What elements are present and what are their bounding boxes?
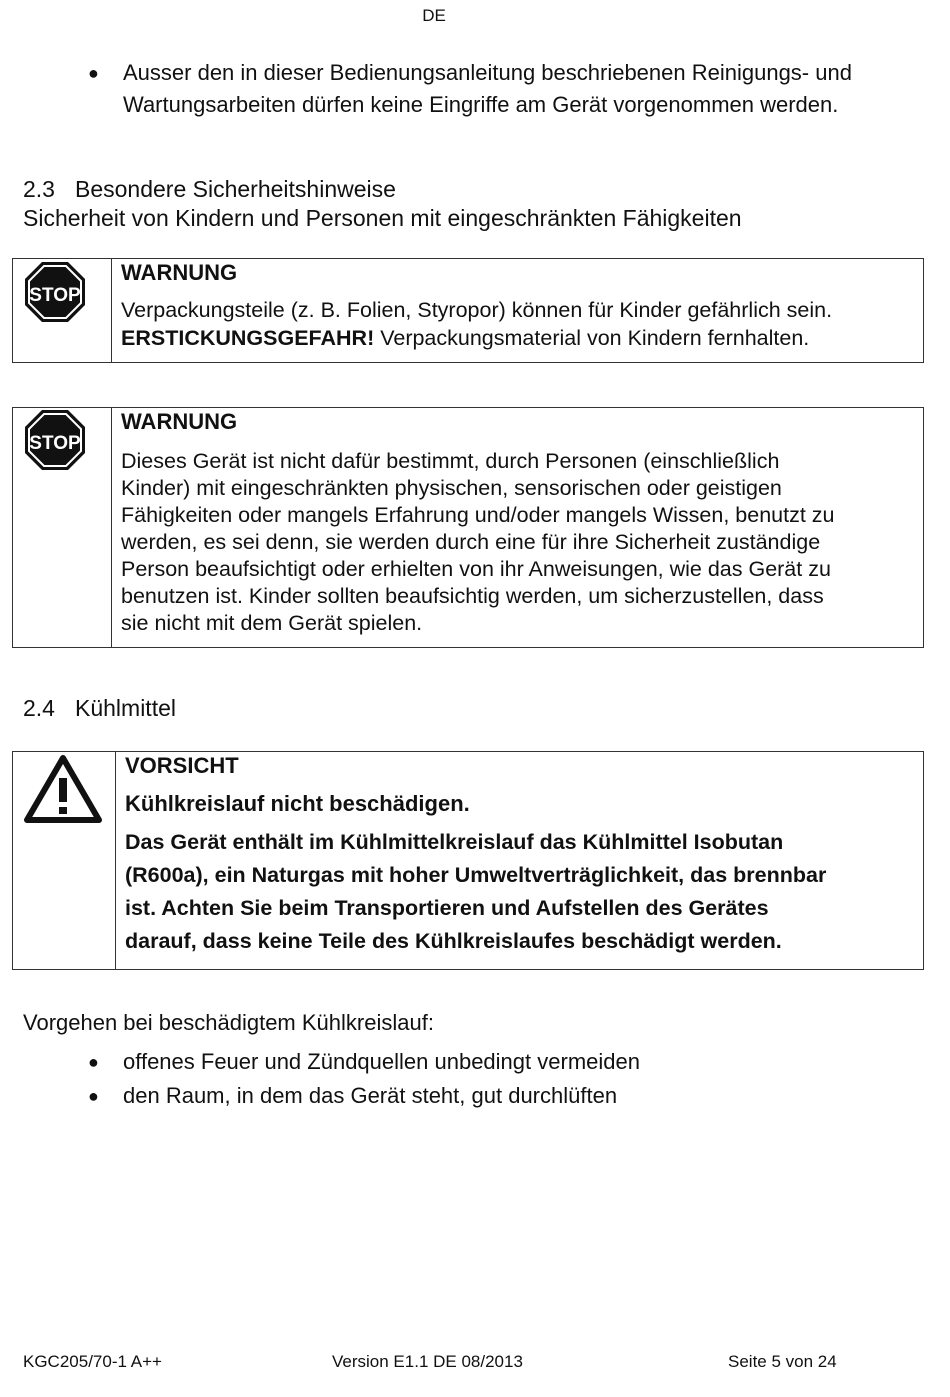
stop-sign-icon — [23, 408, 87, 472]
caution-subtitle: Kühlkreislauf nicht beschädigen. — [125, 791, 470, 816]
caution-line: ist. Achten Sie beim Transportieren und Aufstellen des Gerätes — [125, 896, 769, 920]
warning-box-2 — [12, 407, 924, 648]
caution-line: darauf, dass keine Teile des Kühlkreislaufes beschädigt werden. — [125, 929, 782, 953]
section-2-3-number: 2.3 — [23, 176, 55, 202]
warning-1-line2 — [121, 325, 809, 352]
warning-1-rest: Verpackungsmaterial von Kindern fernhalten. — [374, 326, 810, 350]
svg-text:STOP: STOP — [29, 285, 81, 306]
section-2-4-number: 2.4 — [23, 695, 55, 721]
warning-2-line: Fähigkeiten oder mangels Erfahrung und/oder mangels Wissen, benutzt zu — [121, 503, 835, 527]
warning-2-text — [121, 448, 835, 637]
section-2-3-subtitle: Sicherheit von Kindern und Personen mit eingeschränkten Fähigkeiten — [23, 205, 742, 231]
caution-text — [125, 826, 826, 958]
warning-2-line: Person beaufsichtigt oder erhielten von ihr Anweisungen, wie das Gerät zu — [121, 557, 831, 581]
section-2-4-heading — [23, 693, 176, 723]
warning-1-icon-cell — [13, 259, 112, 362]
warning-1-title: WARNUNG — [121, 260, 238, 285]
caution-title: VORSICHT — [125, 753, 239, 778]
caution-line: Das Gerät enthält im Kühlmittelkreislauf das Kühlmittel Isobutan — [125, 830, 784, 854]
footer-model: KGC205/70-1 A++ — [23, 1352, 162, 1371]
caution-line: (R600a), ein Naturgas mit hoher Umweltverträglichkeit, das brennbar — [125, 863, 827, 887]
procedure-bullet-text: offenes Feuer und Zündquellen unbedingt vermeiden — [123, 1049, 640, 1074]
intro-bullet-line1: Ausser den in dieser Bedienungsanleitung beschriebenen Reinigungs- und — [123, 60, 852, 85]
footer-version: Version E1.1 DE 08/2013 — [332, 1352, 523, 1371]
warning-2-icon-cell — [13, 408, 112, 647]
warning-2-line: sie nicht mit dem Gerät spielen. — [121, 611, 423, 635]
bullet-icon: ● — [88, 1052, 99, 1072]
warning-box-1 — [12, 258, 924, 363]
section-2-4-title: Kühlmittel — [75, 695, 176, 721]
intro-bullet-line2: Wartungsarbeiten dürfen keine Eingriffe am Gerät vorgenommen werden. — [123, 92, 839, 117]
warning-triangle-icon — [23, 754, 103, 824]
caution-box — [12, 751, 924, 970]
warning-2-line: werden, es sei denn, sie werden durch eine für ihre Sicherheit zuständige — [121, 530, 821, 554]
warning-2-line: Dieses Gerät ist nicht dafür bestimmt, durch Personen (einschließlich — [121, 449, 780, 473]
procedure-intro: Vorgehen bei beschädigtem Kühlkreislauf: — [23, 1010, 434, 1035]
warning-2-title: WARNUNG — [121, 409, 238, 434]
section-2-3-heading — [23, 174, 396, 204]
warning-1-line1: Verpackungsteile (z. B. Folien, Styropor) können für Kinder gefährlich sein. — [121, 298, 833, 322]
section-2-3-title: Besondere Sicherheitshinweise — [75, 176, 396, 202]
warning-2-line: Kinder) mit eingeschränkten physischen, sensorischen oder geistigen — [121, 476, 782, 500]
svg-text:STOP: STOP — [29, 433, 81, 454]
bullet-icon: ● — [88, 63, 99, 83]
caution-icon-cell — [13, 752, 116, 969]
bullet-icon: ● — [88, 1086, 99, 1106]
footer-page-number: Seite 5 von 24 — [728, 1352, 837, 1371]
warning-1-suffocation: ERSTICKUNGSGEFAHR! — [121, 326, 375, 350]
procedure-bullet-text: den Raum, in dem das Gerät steht, gut durchlüften — [123, 1083, 618, 1108]
warning-2-line: benutzen ist. Kinder sollten beaufsichtig werden, um sicherzustellen, dass — [121, 584, 824, 608]
language-label: DE — [422, 6, 446, 25]
stop-sign-icon — [23, 260, 87, 324]
